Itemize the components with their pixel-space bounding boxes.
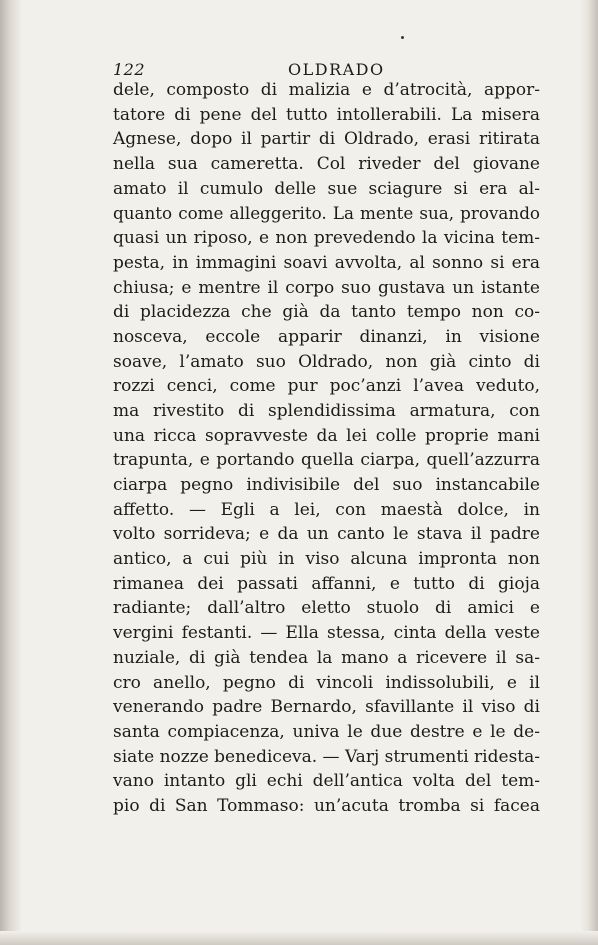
text-line: affetto. — Egli a lei, con maestà dolce, in: [113, 499, 540, 520]
text-line: rimanea dei passati affanni, e tutto di gioja: [113, 573, 540, 594]
body-text: [113, 78, 540, 819]
text-line: antico, a cui più in viso alcuna impronta non: [113, 549, 540, 570]
text-line: vano intanto gli echi dell’antica volta del tem-: [113, 771, 540, 792]
text-line: soave, l’amato suo Oldrado, non già cinto di: [113, 351, 540, 372]
page-edge-shadow-bottom: [0, 931, 598, 945]
text-line: vergini festanti. — Ella stessa, cinta della veste: [113, 623, 540, 644]
text-line: dele, composto di malizia e d’atrocità, appor-: [113, 80, 540, 100]
page-edge-shadow-left: [0, 0, 22, 945]
text-line: ma rivestito di splendidissima armatura, con: [113, 400, 540, 421]
text-line: volto sorrideva; e da un canto le stava il padre: [113, 524, 540, 545]
text-line: santa compiacenza, univa le due destre e le de-: [113, 721, 540, 742]
text-line: rozzi cenci, come pur poc’anzi l’avea veduto,: [113, 376, 540, 397]
text-line: ciarpa pegno indivisibile del suo instancabile: [113, 475, 540, 495]
page-number: 122: [113, 60, 146, 79]
text-line: amato il cumulo delle sue sciagure si era al-: [113, 178, 540, 199]
text-line: tatore di pene del tutto intollerabili. La misera: [113, 104, 540, 125]
text-line: radiante; dall’altro eletto stuolo di amici e: [113, 598, 540, 619]
ink-speck: [401, 36, 404, 39]
text-line: Agnese, dopo il partir di Oldrado, erasi ritirata: [113, 129, 540, 150]
text-line: quasi un riposo, e non prevedendo la vicina tem-: [113, 228, 540, 249]
text-line: pesta, in immagini soavi avvolta, al sonno si era: [113, 252, 540, 273]
text-line: quanto come alleggerito. La mente sua, provando: [113, 203, 540, 224]
page-edge-shadow-right: [580, 0, 598, 945]
text-line: una ricca sopravveste da lei colle proprie mani: [113, 425, 540, 446]
text-line: di placidezza che già da tanto tempo non co-: [113, 302, 540, 323]
text-line: venerando padre Bernardo, sfavillante il viso di: [113, 697, 540, 718]
text-line: chiusa; e mentre il corpo suo gustava un istante: [113, 277, 540, 298]
running-title: OLDRADO: [288, 60, 385, 79]
text-line: siate nozze benediceva. — Varj strumenti ridesta-: [113, 746, 540, 767]
text-line: nosceva, eccole apparir dinanzi, in visione: [113, 326, 540, 347]
text-line: nella sua cameretta. Col riveder del giovane: [113, 154, 540, 175]
text-line: trapunta, e portando quella ciarpa, quell’azzurra: [113, 450, 540, 471]
text-line: cro anello, pegno di vincoli indissolubili, e il: [113, 672, 540, 693]
text-line: nuziale, di già tendea la mano a ricevere il sa-: [113, 647, 540, 668]
text-line: pio di San Tommaso: un’acuta tromba si facea: [113, 795, 540, 816]
